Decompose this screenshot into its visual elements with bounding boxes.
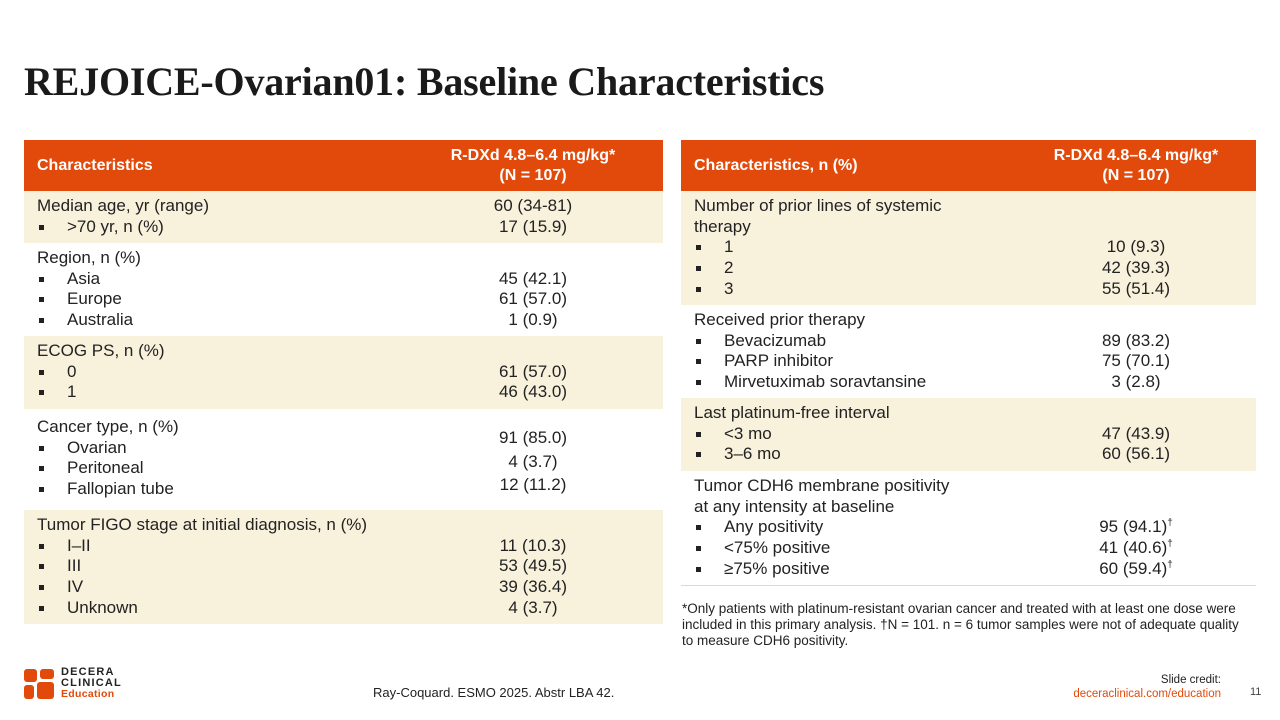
table-header <box>681 140 1256 191</box>
decera-logo: DECERA CLINICAL Education <box>24 667 122 700</box>
table-row: ECOG PS, n (%) 0 1 61 (57.0) 46 (43.0) <box>24 336 663 409</box>
footnote: *Only patients with platinum-resistant ovarian cancer and treated with at least one dose were included in this primary analysis. †N = 101. n = 6 tumor samples were not of adequate quality to measure CDH6 positivity. <box>682 601 1239 648</box>
credit-link[interactable]: deceraclinical.com/education <box>1073 688 1221 700</box>
bullet-item: Any positivity <box>694 517 1016 538</box>
page-title: REJOICE-Ovarian01: Baseline Characteristics <box>24 59 825 104</box>
table-row: Cancer type, n (%) Ovarian Peritoneal Fallopian tube 91 (85.0) 4 (3.7) 12 (11.2) <box>37 417 568 499</box>
citation: Ray-Coquard. ESMO 2025. Abstr LBA 42. <box>373 685 615 700</box>
bullet-item: 3 <box>694 279 1016 300</box>
header-treatment: R-DXd 4.8–6.4 mg/kg* (N = 107) <box>450 146 616 184</box>
table-row: Received prior therapy Bevacizumab PARP inhibitor Mirvetuximab soravtansine 89 (83.2) 75 (70.1) 3 (2.8) <box>694 310 1171 392</box>
left-characteristics-table <box>24 140 663 624</box>
bullet-item: Fallopian tube <box>37 479 403 500</box>
table-row: Region, n (%) Asia Europe Australia 45 (42.1) 61 (57.0) 1 (0.9) <box>37 248 568 330</box>
header-treatment: R-DXd 4.8–6.4 mg/kg* (N = 107) <box>1053 146 1219 184</box>
bullet-item: PARP inhibitor <box>694 351 1016 372</box>
page-number: 11 <box>1250 686 1262 698</box>
table-row: Tumor CDH6 membrane positivity at any intensity at baseline Any positivity <75% positive ≥75% positive 95 (94.1)† 41 (40.6)† 60 (59.4)† <box>681 471 1256 586</box>
bullet-item: 3–6 mo <box>694 444 1016 465</box>
bullet-item: Peritoneal <box>37 458 403 479</box>
header-characteristics: Characteristics <box>37 156 153 174</box>
bullet-item: Asia <box>37 269 403 290</box>
bullet-item: I–II <box>37 536 403 557</box>
table-header <box>24 140 663 191</box>
table-row: Median age, yr (range) >70 yr, n (%) 60 (34-81) 17 (15.9) <box>24 191 663 243</box>
bullet-item: <75% positive <box>694 538 1016 559</box>
right-characteristics-table <box>681 140 1256 586</box>
table-row: Last platinum-free interval <3 mo 3–6 mo 47 (43.9) 60 (56.1) <box>681 398 1256 471</box>
bullet-item: IV <box>37 577 403 598</box>
header-characteristics: Characteristics, n (%) <box>694 156 858 174</box>
decera-logo-icon <box>24 669 54 699</box>
bullet-item: 2 <box>694 258 1016 279</box>
bullet-item: Ovarian <box>37 438 403 459</box>
bullet-item: III <box>37 556 403 577</box>
bullet-item: <3 mo <box>694 424 1016 445</box>
bullet-item: >70 yr, n (%) <box>37 217 403 238</box>
table-row: Tumor FIGO stage at initial diagnosis, n (%) I–II III IV Unknown 11 (10.3) 53 (49.5) 39 (36.4) 4 (3.7) <box>24 510 663 624</box>
bullet-item: Europe <box>37 289 403 310</box>
bullet-item: Unknown <box>37 598 403 619</box>
bullet-item: Australia <box>37 310 403 331</box>
bullet-item: ≥75% positive <box>694 559 1016 580</box>
slide-credit: Slide credit: deceraclinical.com/education <box>1073 674 1221 700</box>
bullet-item: 1 <box>37 382 403 403</box>
bullet-item: 1 <box>694 237 1016 258</box>
bullet-item: Bevacizumab <box>694 331 1016 352</box>
bullet-item: Mirvetuximab soravtansine <box>694 372 1016 393</box>
table-row: Number of prior lines of systemic therapy 1 2 3 10 (9.3) 42 (39.3) 55 (51.4) <box>681 191 1256 305</box>
bullet-item: 0 <box>37 362 403 383</box>
